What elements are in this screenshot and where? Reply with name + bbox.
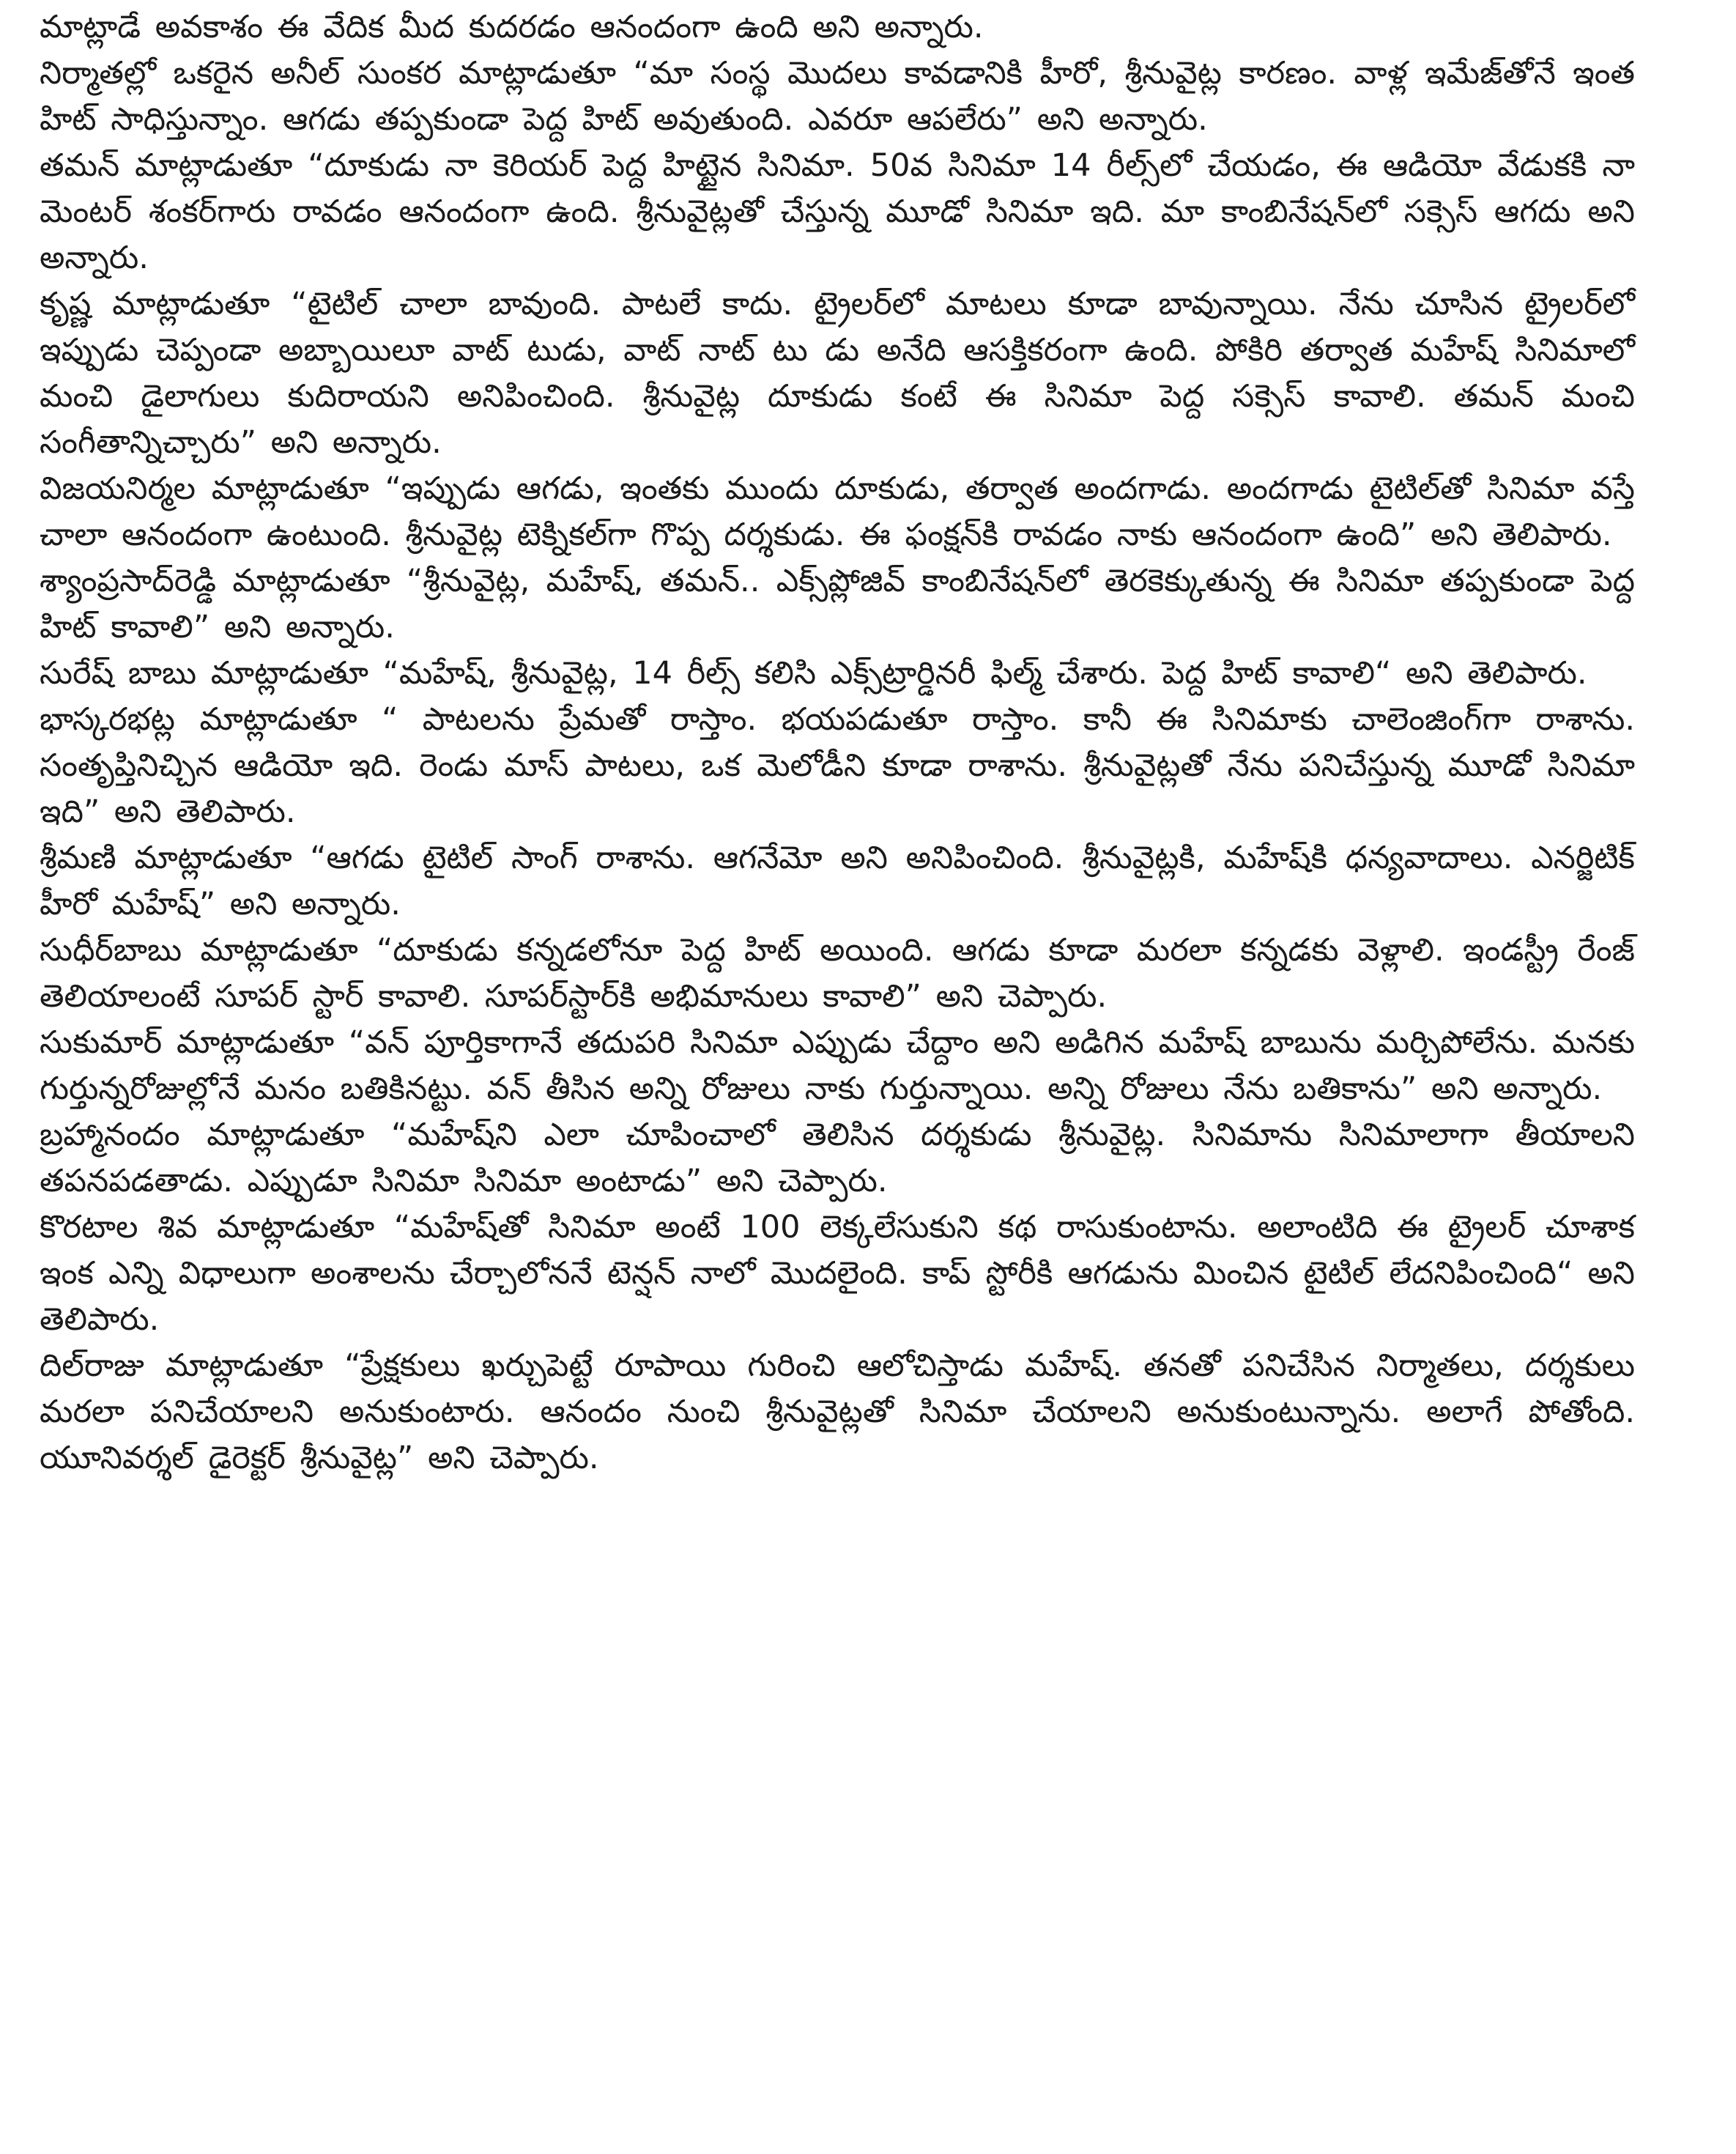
paragraph-anil-sunkara: నిర్మాతల్లో ఒకరైన అనీల్ సుంకర మాట్లాడుతూ “మా సంస్థ మొదలు కావడానికి హీరో, శ్రీనువైట్ల కారణం. వాళ్ల ఇమేజ్‌తోనే ఇంత హిట్ సాధిస్తున్నాం. ఆగడు తప్పకుండా పెద్ద హిట్ అవుతుంది. ఎవరూ ఆపలేరు” అని అన్నారు.	[40, 55, 1635, 138]
paragraph-intro-closing: మాట్లాడే అవకాశం ఈ వేదిక మీద కుదరడం ఆనందంగా ఉంది అని అన్నారు.	[40, 9, 984, 45]
paragraph-thaman: తమన్ మాట్లాడుతూ “దూకుడు నా కెరియర్ పెద్ద హిట్టైన సినిమా. 50వ సినిమా 14 రీల్స్‌లో చేయడం, ఈ ఆడియో వేడుకకి నా మెంటర్ శంకర్‌గారు రావడం ఆనందంగా ఉంది. శ్రీనువైట్లతో చేస్తున్న మూడో సినిమా ఇది. మా కాంబినేషన్‌లో సక్సెస్ ఆగదు అని అన్నారు.	[40, 147, 1635, 276]
paragraph-koratala-siva: కొరటాల శివ మాట్లాడుతూ “మహేష్‌తో సినిమా అంటే 100 లెక్కలేసుకుని కథ రాసుకుంటాను. అలాంటిది ఈ ట్రైలర్ చూశాక ఇంక ఎన్ని విధాలుగా అంశాలను చేర్చాలోననే టెన్షన్ నాలో మొదలైంది. కాప్ స్టోరీకి ఆగడును మించిన టైటిల్ లేదనిపించింది“ అని తెలిపారు.	[40, 1209, 1635, 1338]
article-body	[40, 4, 1635, 1481]
paragraph-suresh-babu: సురేష్ బాబు మాట్లాడుతూ “మహేష్, శ్రీనువైట్ల, 14 రీల్స్ కలిసి ఎక్స్‌ట్రార్డినరీ ఫిల్మ్ చేశారు. పెద్ద హిట్ కావాలి“ అని తెలిపారు.	[40, 655, 1587, 692]
paragraph-krishna: కృష్ణ మాట్లాడుతూ “టైటిల్ చాలా బావుంది. పాటలే కాదు. ట్రైలర్‌లో మాటలు కూడా బావున్నాయి. నేను చూసిన ట్రైలర్‌లో ఇప్పుడు చెప్పండా అబ్బాయిలూ వాట్ టుడు, వాట్ నాట్ టు డు అనేది ఆసక్తికరంగా ఉంది. పోకిరి తర్వాత మహేష్ సినిమాలో మంచి డైలాగులు కుదిరాయని అనిపించింది. శ్రీనువైట్ల దూకుడు కంటే ఈ సినిమా పెద్ద సక్సెస్ కావాలి. తమన్ మంచి సంగీతాన్నిచ్చారు” అని అన్నారు.	[40, 286, 1635, 461]
paragraph-bhaskarabhatla: భాస్కరభట్ల మాట్లాడుతూ “ పాటలను ప్రేమతో రాస్తాం. భయపడుతూ రాస్తాం. కానీ ఈ సినిమాకు చాలెంజింగ్‌గా రాశాను. సంతృప్తినిచ్చిన ఆడియో ఇది. రెండు మాస్ పాటలు, ఒక మెలోడీని కూడా రాశాను. శ్రీనువైట్లతో నేను పనిచేస్తున్న మూడో సినిమా ఇది” అని తెలిపారు.	[40, 701, 1635, 830]
paragraph-vijayanirmala: విజయనిర్మల మాట్లాడుతూ “ఇప్పుడు ఆగడు, ఇంతకు ముందు దూకుడు, తర్వాత అందగాడు. అందగాడు టైటిల్‌తో సినిమా వస్తే చాలా ఆనందంగా ఉంటుంది. శ్రీనువైట్ల టెక్నికల్‌గా గొప్ప దర్శకుడు. ఈ ఫంక్షన్‌కి రావడం నాకు ఆనందంగా ఉంది” అని తెలిపారు.	[40, 470, 1635, 553]
paragraph-sukumar: సుకుమార్ మాట్లాడుతూ “వన్ పూర్తికాగానే తదుపరి సినిమా ఎప్పుడు చేద్దాం అని అడిగిన మహేష్ బాబును మర్చిపోలేను. మనకు గుర్తున్నరోజుల్లోనే మనం బతికినట్టు. వన్ తీసిన అన్ని రోజులు నాకు గుర్తున్నాయి. అన్ని రోజులు నేను బతికాను” అని అన్నారు.	[40, 1024, 1635, 1107]
paragraph-dil-raju: దిల్‌రాజు మాట్లాడుతూ “ప్రేక్షకులు ఖర్చుపెట్టే రూపాయి గురించి ఆలోచిస్తాడు మహేష్. తనతో పనిచేసిన నిర్మాతలు, దర్శకులు మరలా పనిచేయాలని అనుకుంటారు. ఆనందం నుంచి శ్రీనువైట్లతో సినిమా చేయాలని అనుకుంటున్నాను. అలాగే పోతోంది. యూనివర్శల్ డైరెక్టర్ శ్రీనువైట్ల” అని చెప్పారు.	[40, 1347, 1635, 1476]
paragraph-sudheer-babu: సుధీర్‌బాబు మాట్లాడుతూ “దూకుడు కన్నడలోనూ పెద్ద హిట్ అయింది. ఆగడు కూడా మరలా కన్నడకు వెళ్లాలి. ఇండస్ట్రీ రేంజ్ తెలియాలంటే సూపర్ స్టార్ కావాలి. సూపర్‌స్టార్‌కి అభిమానులు కావాలి” అని చెప్పారు.	[40, 932, 1635, 1015]
paragraph-srimani: శ్రీమణి మాట్లాడుతూ “ఆగడు టైటిల్ సాంగ్ రాశాను. ఆగనేమో అని అనిపించింది. శ్రీనువైట్లకి, మహేష్‌కి ధన్యవాదాలు. ఎనర్జిటిక్ హీరో మహేష్” అని అన్నారు.	[40, 840, 1635, 922]
paragraph-brahmanandam: బ్రహ్మానందం మాట్లాడుతూ “మహేష్‌ని ఎలా చూపించాలో తెలిసిన దర్శకుడు శ్రీనువైట్ల. సినిమాను సినిమాలాగా తీయాలని తపనపడతాడు. ఎప్పుడూ సినిమా సినిమా అంటాడు” అని చెప్పారు.	[40, 1117, 1635, 1199]
paragraph-shyamprasad-reddy: శ్యాంప్రసాద్‌రెడ్డి మాట్లాడుతూ “శ్రీనువైట్ల, మహేష్, తమన్.. ఎక్స్‌ప్లోజివ్ కాంబినేషన్‌లో తెరకెక్కుతున్న ఈ సినిమా తప్పకుండా పెద్ద హిట్ కావాలి” అని అన్నారు.	[40, 563, 1635, 645]
